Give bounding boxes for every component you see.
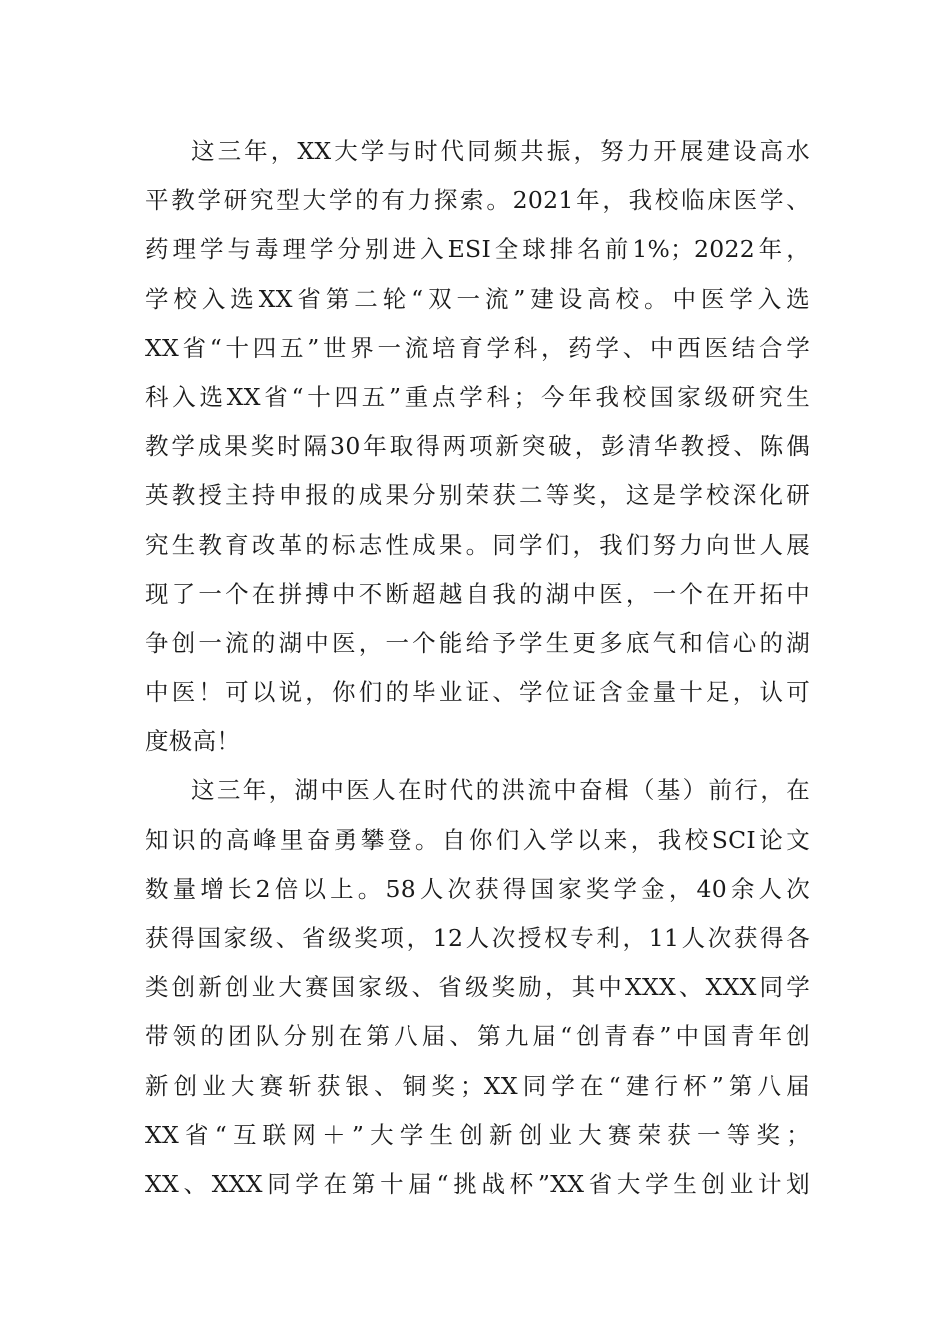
paragraph-1-line: XX省“十四五”世界一流培育学科，药学、中西医结合学 <box>145 333 810 362</box>
paragraph-1-line: 药理学与毒理学分别进入ESI全球排名前1%；2022年， <box>145 235 810 264</box>
paragraph-2-line: XX省“互联网＋”大学生创新创业大赛荣获一等奖； <box>145 1120 810 1149</box>
paragraph-1-line: 学校入选XX省第二轮“双一流”建设高校。中医学入选 <box>145 284 810 313</box>
paragraph-1-line: 现了一个在拼搏中不断超越自我的湖中医，一个在开拓中 <box>145 579 810 608</box>
paragraph-2-line: 带领的团队分别在第八届、第九届“创青春”中国青年创 <box>145 1022 810 1051</box>
paragraph-1-line: 平教学研究型大学的有力探索。2021年，我校临床医学、 <box>145 186 810 215</box>
paragraph-1-line: 争创一流的湖中医，一个能给予学生更多底气和信心的湖 <box>145 628 810 657</box>
paragraph-1-line: 究生教育改革的标志性成果。同学们，我们努力向世人展 <box>145 530 810 559</box>
paragraph-1-line: 中医！可以说，你们的毕业证、学位证含金量十足，认可 <box>145 678 810 707</box>
paragraph-2-line: 获得国家级、省级奖项，12人次授权专利，11人次获得各 <box>145 924 810 952</box>
paragraph-2-line: 数量增长2倍以上。58人次获得国家奖学金，40余人次 <box>145 874 810 903</box>
paragraph-1-line: 英教授主持申报的成果分别荣获二等奖，这是学校深化研 <box>145 481 810 510</box>
paragraph-1-line: 度极高！ <box>145 727 241 756</box>
paragraph-2-line: 这三年，湖中医人在时代的洪流中奋楫（基）前行，在 <box>191 776 810 805</box>
paragraph-2-line: XX、XXX同学在第十届“挑战杯”XX省大学生创业计划 <box>145 1169 810 1198</box>
paragraph-1-line: 科入选XX省“十四五”重点学科；今年我校国家级研究生 <box>145 382 810 411</box>
paragraph-2-line: 知识的高峰里奋勇攀登。自你们入学以来，我校SCI论文 <box>145 825 810 854</box>
paragraph-1-line: 这三年，XX大学与时代同频共振，努力开展建设高水 <box>191 137 810 165</box>
paragraph-1-line: 教学成果奖时隔30年取得两项新突破，彭清华教授、陈偶 <box>145 432 810 461</box>
document-body <box>145 127 810 1209</box>
paragraph-2-line: 新创业大赛斩获银、铜奖；XX同学在“建行杯”第八届 <box>145 1071 810 1100</box>
paragraph-2-line: 类创新创业大赛国家级、省级奖励，其中XXX、XXX同学 <box>145 973 810 1002</box>
